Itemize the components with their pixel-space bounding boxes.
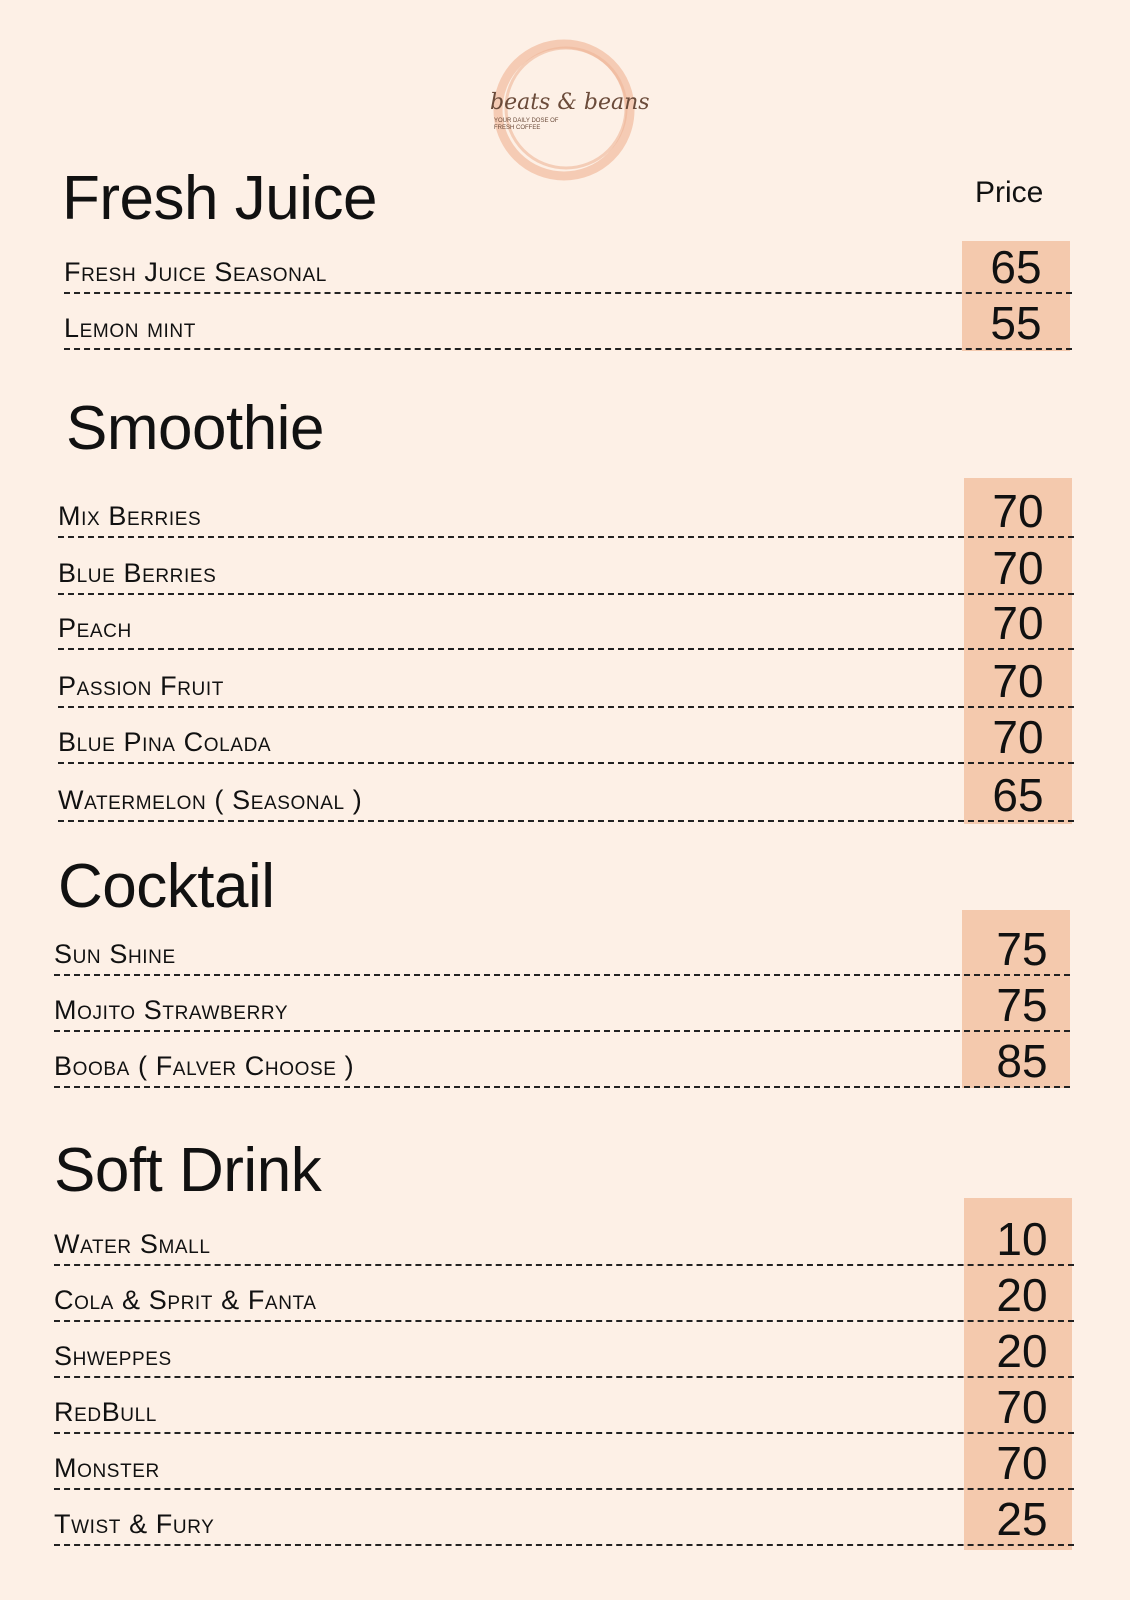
menu-item-price: 70 (996, 1437, 1048, 1489)
dotted-leader (58, 820, 1074, 822)
menu-item-price: 70 (992, 485, 1044, 537)
menu-item-name: Mojito Strawberry (54, 995, 289, 1025)
dotted-leader (54, 1086, 1070, 1088)
menu-item-name: Mix Berries (58, 501, 202, 531)
menu-item-price: 20 (996, 1269, 1048, 1321)
menu-item-name: Lemon mint (64, 313, 196, 343)
menu-item-name: Blue Pina Colada (58, 727, 272, 757)
menu-item (54, 1378, 1074, 1434)
menu-item (58, 708, 1074, 764)
menu-item (54, 1434, 1074, 1490)
dotted-leader (58, 648, 1074, 650)
menu-item-name: Shweppes (54, 1341, 172, 1371)
menu-item-price: 70 (996, 1381, 1048, 1433)
menu-item-price: 70 (992, 655, 1044, 707)
menu-item (58, 766, 1074, 822)
section-title-cocktail: Cocktail (58, 852, 275, 921)
section-title-soft-drink: Soft Drink (54, 1136, 322, 1205)
menu-item (58, 652, 1074, 708)
dotted-leader (64, 348, 1072, 350)
menu-item-name: RedBull (54, 1397, 157, 1427)
menu-item-price: 20 (996, 1325, 1048, 1377)
menu-item-price: 25 (996, 1493, 1048, 1545)
menu-item (64, 294, 1072, 350)
dotted-leader (58, 762, 1074, 764)
menu-item-name: Peach (58, 613, 132, 643)
dotted-leader (54, 1544, 1074, 1546)
menu-item (54, 920, 1070, 976)
menu-item-price: 65 (992, 769, 1044, 821)
menu-item-price: 70 (992, 597, 1044, 649)
dotted-leader (58, 536, 1074, 538)
menu-item-price: 75 (996, 923, 1048, 975)
menu-item-price: 85 (996, 1035, 1048, 1087)
menu-item (54, 1210, 1074, 1266)
menu-item-price: 55 (990, 297, 1042, 349)
menu-item (54, 1322, 1074, 1378)
menu-item-name: Water Small (54, 1229, 211, 1259)
menu-item-price: 10 (996, 1213, 1048, 1265)
menu-item-name: Blue Berries (58, 558, 217, 588)
menu-item (58, 482, 1074, 538)
menu-item-name: Twist & Fury (54, 1509, 215, 1539)
menu-item-price: 75 (996, 979, 1048, 1031)
menu-item-price: 70 (992, 711, 1044, 763)
menu-item-name: Sun Shine (54, 939, 176, 969)
menu-item-name: Watermelon ( Seasonal ) (58, 785, 363, 815)
menu-item (58, 539, 1074, 595)
brand-logo (484, 30, 650, 190)
menu-item-name: Booba ( Falver Choose ) (54, 1051, 355, 1081)
menu-item-name: Passion Fruit (58, 671, 224, 701)
menu-item (54, 976, 1070, 1032)
menu-item (54, 1032, 1070, 1088)
brand-tagline: YOUR DAILY DOSE OF FRESH COFFEE (494, 118, 559, 131)
section-title-fresh-juice: Fresh Juice (62, 164, 377, 233)
menu-item-name: Cola & Sprit & Fanta (54, 1285, 317, 1315)
section-title-smoothie: Smoothie (66, 394, 324, 463)
menu-item (64, 238, 1072, 294)
menu-item-name: Fresh Juice Seasonal (64, 257, 327, 287)
menu-item (54, 1266, 1074, 1322)
menu-item-price: 70 (992, 542, 1044, 594)
menu-item (58, 594, 1074, 650)
menu-item-price: 65 (990, 241, 1042, 293)
menu-item-name: Monster (54, 1453, 160, 1483)
price-column-header: Price (975, 176, 1044, 209)
menu-item (54, 1490, 1074, 1546)
brand-name: beats & beans (490, 90, 650, 115)
